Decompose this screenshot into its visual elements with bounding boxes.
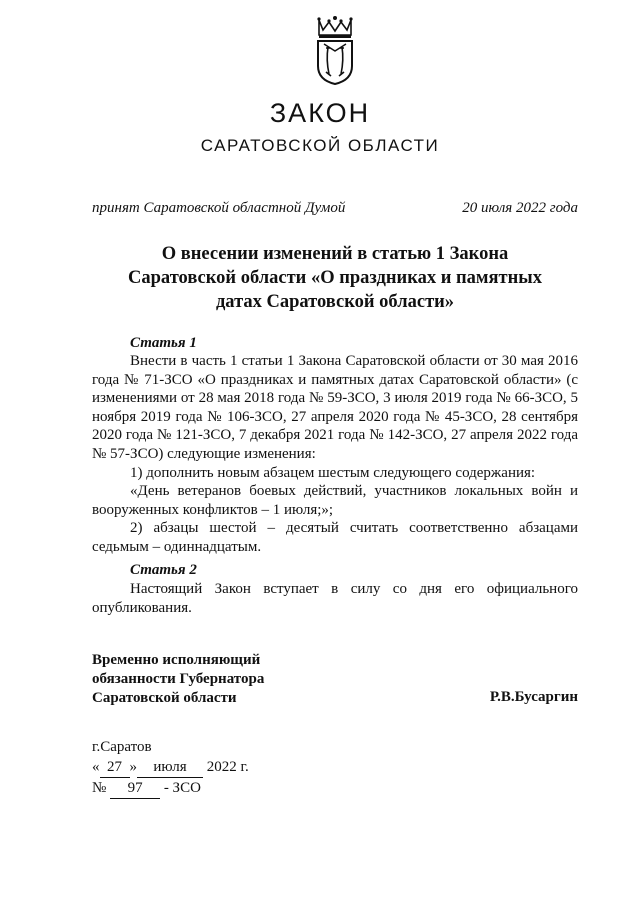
article-paragraph: «День ветеранов боевых действий, участников локальных войн и вооруженных конфликтов – 1 июля;»; — [92, 483, 578, 518]
date-open-quote: « — [92, 759, 100, 775]
date-year: 2022 г. — [206, 759, 249, 775]
document-title: ЗАКОН — [269, 98, 371, 128]
adoption-date: 20 июля 2022 года — [462, 200, 578, 216]
article-paragraph: 2) абзацы шестой – десятый считать соответственно абзацами седьмым – одиннадцатым. — [92, 520, 578, 555]
number-prefix: № — [92, 780, 107, 796]
date-month: июля — [137, 757, 203, 778]
law-title — [92, 242, 578, 314]
number-value: 97 — [110, 778, 160, 799]
document-subtitle: САРАТОВСКОЙ ОБЛАСТИ — [200, 136, 440, 155]
footer-number — [92, 778, 249, 799]
number-suffix: - ЗСО — [163, 780, 201, 796]
law-title-line: О внесении изменений в статью 1 Закона — [161, 244, 509, 264]
article-2-body — [92, 580, 578, 617]
article-1-body — [92, 352, 578, 557]
article-paragraph: 1) дополнить новым абзацем шестым следующего содержания: — [130, 464, 536, 481]
document-footer — [92, 737, 249, 799]
law-title-line: Саратовской области «О праздниках и памятных — [128, 268, 542, 288]
signatory-position-line: Саратовской области — [92, 690, 237, 706]
signatory-position-line: Временно исполняющий — [92, 652, 261, 668]
article-paragraph: Внести в часть 1 статьи 1 Закона Саратовской области от 30 мая 2016 года № 71-ЗСО «О праздниках и памятных датах Саратовской области» (с изменениями от 28 мая 2018 года № 59-ЗСО, 3 июля 2019 года № 66-ЗСО, 5 ноября 2019 года № 106-ЗСО, 27 апреля 2020 года № 45-ЗСО, 28 сентября 2020 года № 121-ЗСО, 7 декабря 2021 года № 142-ЗСО, 27 апреля 2022 года № 57-ЗСО) следующие изменения: — [92, 353, 578, 462]
adopted-by-text: принят Саратовской областной Думой — [92, 200, 346, 216]
law-title-line: датах Саратовской области» — [215, 292, 455, 312]
signatory-position-line: обязанности Губернатора — [92, 671, 265, 687]
footer-city: г.Саратов — [92, 739, 152, 755]
saratov-coat-of-arms-icon — [313, 14, 357, 86]
article-2-title: Статья 2 — [130, 562, 197, 578]
date-close-quote: » — [129, 759, 137, 775]
article-paragraph: Настоящий Закон вступает в силу со дня его официального опубликования. — [92, 581, 578, 616]
footer-date — [92, 757, 249, 778]
article-1-title: Статья 1 — [130, 335, 197, 351]
signatory-name: Р.В.Бусаргин — [489, 689, 578, 705]
date-day: 27 — [100, 757, 130, 778]
signatory-position — [92, 651, 264, 708]
